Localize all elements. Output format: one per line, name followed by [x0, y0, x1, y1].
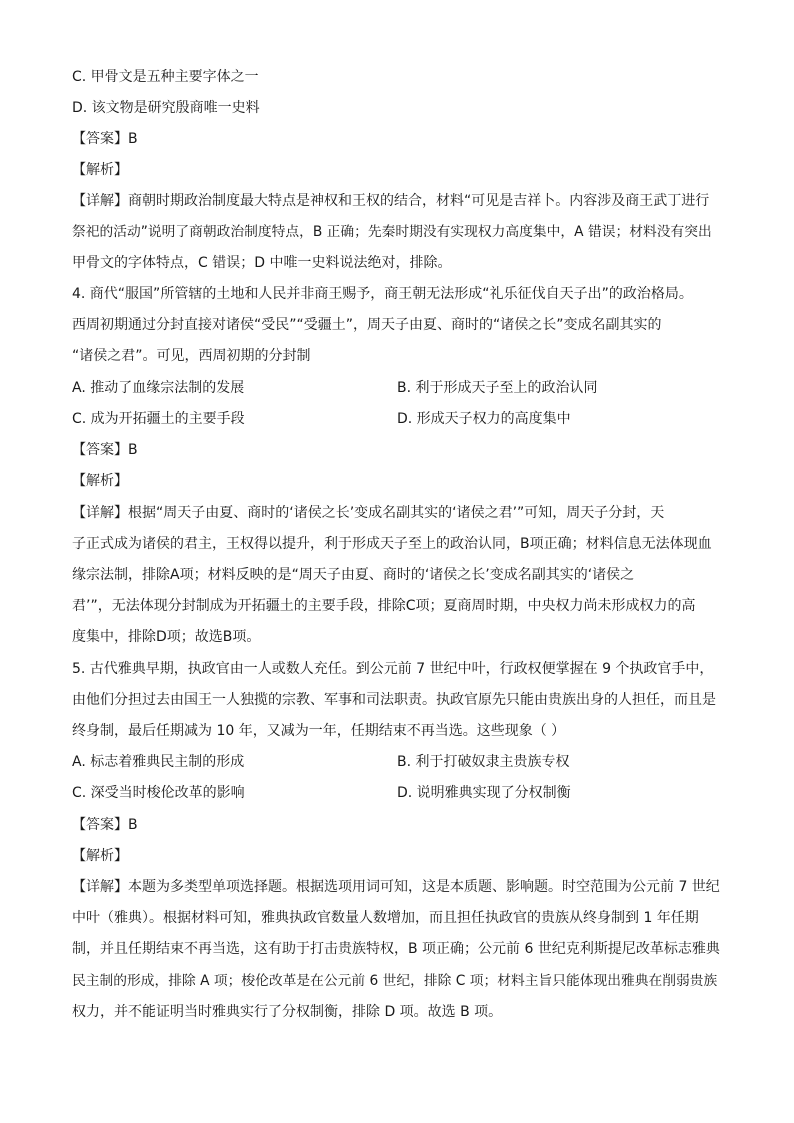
q5-detail-line: 权力，并不能证明当时雅典实行了分权制衡，排除 D 项。故选 B 项。: [72, 1004, 503, 1020]
q3-option-c: C. 甲骨文是五种主要字体之一: [72, 69, 259, 85]
q3-detail-line: 【详解】商朝时期政治制度最大特点是神权和王权的结合，材料“可见是吉祥卜。内容涉及商王武丁进行: [72, 193, 710, 209]
q3-detail-line: 甲骨文的字体特点，C 错误；D 中唯一史料说法绝对，排除。: [72, 255, 452, 271]
q4-option-c: C. 成为开拓疆土的主要手段: [72, 411, 245, 427]
q4-stem-line: 西周初期通过分封直接对诸侯“受民”“受疆土”，周天子由夏、商时的“诸侯之长”变成名副其实的: [72, 317, 662, 333]
q4-detail-line: 君’”，无法体现分封制成为开拓疆土的主要手段，排除C项；夏商周时期，中央权力尚未形成权力的高: [72, 598, 696, 614]
q5-detail-line: 【详解】本题为多类型单项选择题。根据选项用词可知，这是本质题、影响题。时空范围为公元前 7 世纪: [72, 879, 720, 895]
q5-detail-line: 中叶（雅典）。根据材料可知，雅典执政官数量人数增加，而且担任执政官的贵族从终身制到 1 年任期: [72, 910, 699, 926]
q3-analysis-heading: 【解析】: [72, 162, 128, 178]
q4-option-b: B. 利于形成天子至上的政治认同: [397, 380, 598, 396]
q4-stem-line: “诸侯之君”。可见，西周初期的分封制: [72, 348, 311, 364]
q4-option-a: A. 推动了血缘宗法制的发展: [72, 380, 245, 396]
q3-detail-line: 祭祀的活动”说明了商朝政治制度特点，B 正确；先秦时期没有实现权力高度集中，A 错误；材料没有突出: [72, 224, 712, 240]
q5-stem-line: 终身制，最后任期减为 10 年，又减为一年，任期结束不再当选。这些现象（ ）: [72, 723, 566, 739]
q4-answer: 【答案】B: [72, 442, 138, 458]
q5-stem-line: 由他们分担过去由国王一人独揽的宗教、军事和司法职责。执政官原先只能由贵族出身的人担任，而且是: [72, 692, 716, 708]
q5-analysis-heading: 【解析】: [72, 848, 128, 864]
q5-option-d: D. 说明雅典实现了分权制衡: [397, 785, 571, 801]
q3-option-d: D. 该文物是研究殷商唯一史料: [72, 100, 260, 116]
q4-detail-line: 【详解】根据“周天子由夏、商时的‘诸侯之长’变成名副其实的‘诸侯之君’”可知，周天子分封，天: [72, 505, 665, 521]
q5-detail-line: 民主制的形成，排除 A 项；梭伦改革是在公元前 6 世纪，排除 C 项；材料主旨只能体现出雅典在削弱贵族: [72, 973, 718, 989]
q5-option-b: B. 利于打破奴隶主贵族专权: [397, 754, 570, 770]
q5-stem-line: 5. 古代雅典早期，执政官由一人或数人充任。到公元前 7 世纪中叶，行政权便掌握在 9 个执政官手中，: [72, 661, 714, 677]
q4-detail-line: 缘宗法制，排除A项；材料反映的是“周天子由夏、商时的‘诸侯之长’变成名副其实的‘诸侯之: [72, 567, 635, 583]
q5-detail-line: 制，并且任期结束不再当选，这有助于打击贵族特权，B 项正确；公元前 6 世纪克利斯提尼改革标志雅典: [72, 941, 720, 957]
q5-option-c: C. 深受当时梭伦改革的影响: [72, 785, 245, 801]
q4-stem-line: 4. 商代“服国”所管辖的土地和人民并非商王赐予，商王朝无法形成“礼乐征伐自天子出”的政治格局。: [72, 286, 693, 302]
q4-detail-line: 子正式成为诸侯的君主，王权得以提升，利于形成天子至上的政治认同，B项正确；材料信息无法体现血: [72, 536, 712, 552]
q5-option-a: A. 标志着雅典民主制的形成: [72, 754, 245, 770]
q3-answer: 【答案】B: [72, 131, 138, 147]
q5-answer: 【答案】B: [72, 817, 138, 833]
q4-option-d: D. 形成天子权力的高度集中: [397, 411, 571, 427]
q4-detail-line: 度集中，排除D项；故选B项。: [72, 629, 261, 645]
q4-analysis-heading: 【解析】: [72, 473, 128, 489]
